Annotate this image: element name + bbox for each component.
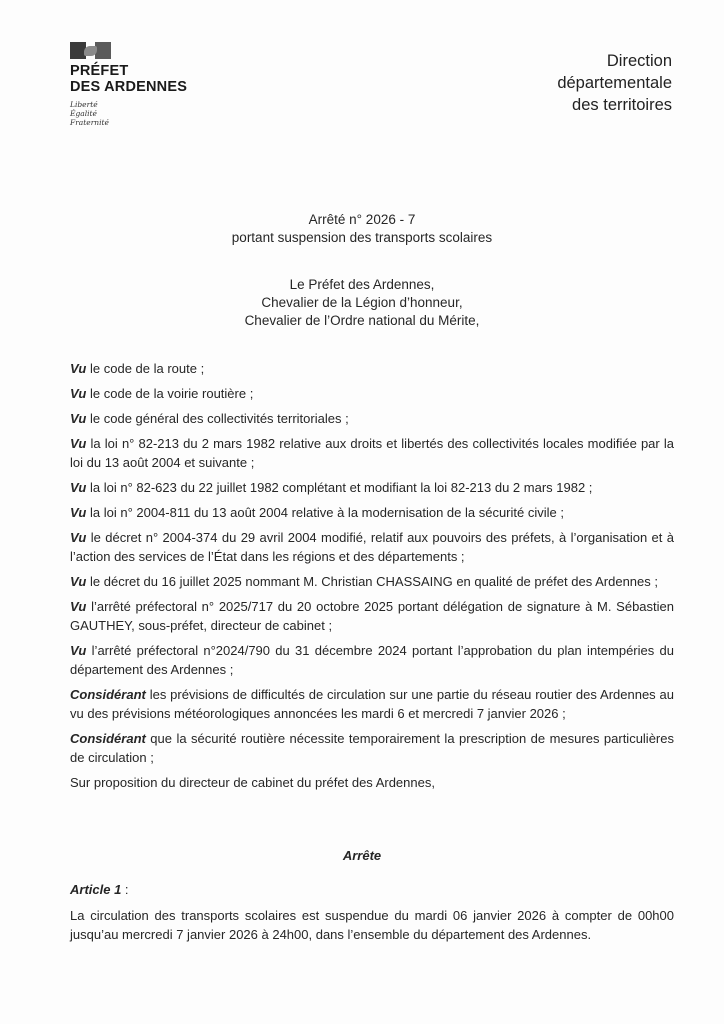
marianne-icon: [70, 42, 114, 59]
title-subject: portant suspension des transports scolaires: [231, 230, 493, 245]
visa-lead: Considérant: [70, 731, 146, 746]
visa-lead: Vu: [70, 599, 87, 614]
visa-lead: Vu: [70, 361, 87, 376]
visa-paragraph: [70, 641, 674, 679]
visa-paragraph: [70, 409, 674, 428]
visa-text: Sur proposition du directeur de cabinet du préfet des Ardennes,: [70, 775, 435, 790]
document-title: [0, 211, 724, 247]
visa-lead: Vu: [70, 530, 87, 545]
prefet-line2: Chevalier de la Légion d’honneur,: [261, 295, 463, 310]
visa-text: l’arrêté préfectoral n° 2025/717 du 20 octobre 2025 portant délégation de signature à M. Sébastien GAUTHEY, sous-préfet, directeur de cabinet ;: [70, 599, 674, 633]
visa-text: le décret du 16 juillet 2025 nommant M. Christian CHASSAING en qualité de préfet des Ardennes ;: [86, 574, 658, 589]
title-number: Arrêté n° 2026 - 7: [308, 212, 416, 227]
prefecture-name-line2: DES ARDENNES: [70, 79, 188, 95]
visa-lead: Vu: [70, 386, 87, 401]
direction-line1: Direction: [606, 52, 672, 70]
visa-paragraph: [70, 478, 674, 497]
prefecture-logo: [70, 42, 220, 127]
visa-paragraph: [70, 503, 674, 522]
visa-paragraph: [70, 528, 674, 566]
visa-paragraph: [70, 773, 674, 792]
prefecture-name-line1: PRÉFET: [70, 63, 129, 79]
visa-text: le code de la voirie routière ;: [86, 386, 254, 401]
visa-text: le décret n° 2004-374 du 29 avril 2004 modifié, relatif aux pouvoirs des préfets, à l’organisation et à l’action des services de l’État dans les régions et des départements ;: [70, 530, 674, 564]
visa-paragraph: [70, 572, 674, 591]
motto-egalite: Égalité: [70, 109, 97, 118]
visa-text: la loi n° 82-623 du 22 juillet 1982 complétant et modifiant la loi 82-213 du 2 mars 1982 ;: [86, 480, 593, 495]
visa-lead: Vu: [70, 643, 87, 658]
visa-lead: Vu: [70, 436, 87, 451]
visa-text: l’arrêté préfectoral n°2024/790 du 31 décembre 2024 portant l’approbation du plan intempéries du département des Ardennes ;: [70, 643, 674, 677]
prefet-line3: Chevalier de l’Ordre national du Mérite,: [244, 313, 480, 328]
prefet-line1: Le Préfet des Ardennes,: [289, 277, 435, 292]
direction-line2: départementale: [557, 74, 672, 92]
visa-text: le code général des collectivités territoriales ;: [86, 411, 349, 426]
arrete-heading: Arrête: [342, 848, 382, 863]
visa-paragraph: [70, 729, 674, 767]
article-1-heading: [70, 882, 129, 897]
visa-paragraph: [70, 597, 674, 635]
direction-line3: des territoires: [572, 96, 672, 114]
visa-text: la loi n° 82-213 du 2 mars 1982 relative aux droits et libertés des collectivités locales modifiée par la loi du 13 août 2004 et suivante ;: [70, 436, 674, 470]
visa-paragraph: [70, 359, 674, 378]
visa-lead: Vu: [70, 411, 87, 426]
article-1-text: La circulation des transports scolaires est suspendue du mardi 06 janvier 2026 à compter de 00h00 jusqu’au mercredi 7 janvier 2026 à 24h00, dans l’ensemble du département des Ardennes.: [70, 908, 674, 942]
prefecture-name: [70, 63, 220, 95]
visa-text: le code de la route ;: [86, 361, 205, 376]
republic-motto: [70, 100, 220, 127]
motto-fraternite: Fraternité: [70, 118, 109, 127]
visa-lead: Considérant: [70, 687, 146, 702]
article-1-label: Article 1: [70, 882, 122, 897]
visa-text: que la sécurité routière nécessite temporairement la prescription de mesures particulières de circulation ;: [70, 731, 674, 765]
visas-list: [70, 359, 674, 798]
direction-header: [557, 50, 672, 116]
prefet-block: [0, 276, 724, 330]
visa-paragraph: [70, 434, 674, 472]
motto-liberte: Liberté: [70, 100, 98, 109]
visa-paragraph: [70, 384, 674, 403]
visa-lead: Vu: [70, 480, 87, 495]
visa-text: la loi n° 2004-811 du 13 août 2004 relative à la modernisation de la sécurité civile ;: [86, 505, 564, 520]
visa-lead: Vu: [70, 505, 87, 520]
visa-paragraph: [70, 685, 674, 723]
visa-text: les prévisions de difficultés de circulation sur une partie du réseau routier des Ardennes au vu des prévisions météorologiques annoncées les mardi 6 et mercredi 7 janvier 2026 ;: [70, 687, 674, 721]
article-1-suffix: :: [121, 882, 129, 897]
visa-lead: Vu: [70, 574, 87, 589]
